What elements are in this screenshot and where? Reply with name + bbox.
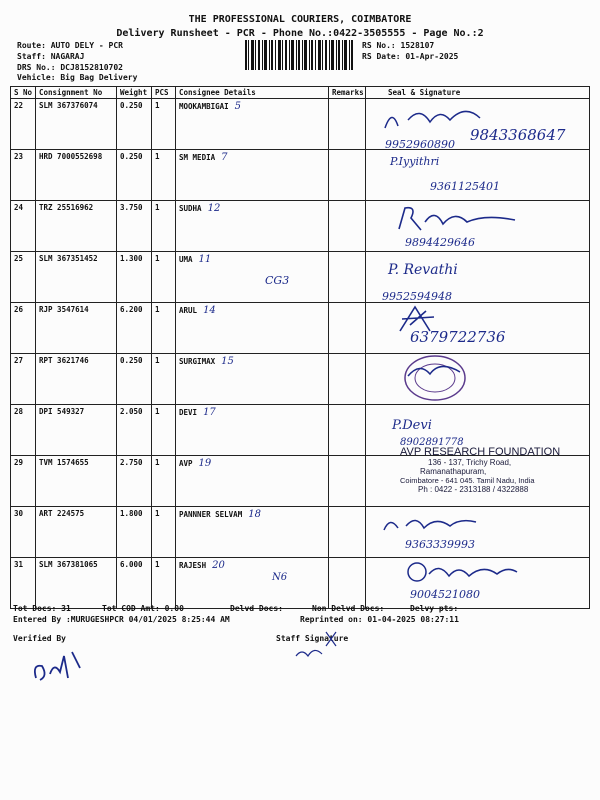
- consignee-cell: [176, 150, 329, 201]
- consignment-cell: TVM 1574655: [36, 456, 117, 507]
- handwritten-note: 15: [221, 356, 234, 367]
- pcs-cell: 1: [152, 150, 176, 201]
- stamp-phone: Ph : 0422 - 2313188 / 4322888: [418, 485, 529, 494]
- weight-cell: 1.300: [117, 252, 152, 303]
- table-header-row: [11, 87, 590, 99]
- consignment-cell: SLM 367351452: [36, 252, 117, 303]
- handwritten-note: 12: [207, 203, 221, 214]
- delivery-points: Delvy pts:: [410, 604, 459, 613]
- delivered-docs: Delvd Docs:: [230, 604, 283, 613]
- signature-scribble: [395, 204, 535, 234]
- consignment-cell: RJP 3547614: [36, 303, 117, 354]
- col-signature: Seal & Signature: [366, 87, 590, 99]
- handwritten-note: 18: [248, 509, 261, 520]
- handwritten-note: CG3: [265, 274, 290, 287]
- handwritten-name: P.Devi: [392, 418, 432, 433]
- pcs-cell: 1: [152, 303, 176, 354]
- reprinted-on: Reprinted on: 01-04-2025 08:27:11: [300, 615, 459, 624]
- consignment-cell: ART 224575: [36, 507, 117, 558]
- remarks-cell: [329, 99, 366, 150]
- pcs-cell: 1: [152, 99, 176, 150]
- weight-cell: 1.800: [117, 507, 152, 558]
- pcs-cell: 1: [152, 252, 176, 303]
- drs-number: DRS No.: DCJ8152810702: [17, 63, 123, 72]
- sno-cell: 26: [11, 303, 36, 354]
- rs-date: RS Date: 01-Apr-2025: [362, 52, 459, 61]
- consignee-cell: [176, 558, 329, 609]
- remarks-cell: [329, 252, 366, 303]
- sno-cell: 30: [11, 507, 36, 558]
- total-cod: Tot COD Amt: 0.00: [102, 604, 184, 613]
- consignee-cell: [176, 405, 329, 456]
- handwritten-note: 11: [198, 254, 212, 265]
- remarks-cell: [329, 201, 366, 252]
- consignee-name: MOOKAMBIGAI: [179, 102, 229, 111]
- sno-cell: 28: [11, 405, 36, 456]
- table-row: [11, 507, 590, 558]
- sno-cell: 24: [11, 201, 36, 252]
- runsheet-table: [10, 86, 590, 609]
- handwritten-phone: 9363339993: [405, 538, 475, 551]
- consignee-cell: [176, 252, 329, 303]
- sno-cell: 22: [11, 99, 36, 150]
- barcode-icon: [245, 40, 353, 70]
- col-sno: S No: [11, 87, 36, 99]
- consignee-name: PANNNER SELVAM: [179, 510, 243, 519]
- remarks-cell: [329, 558, 366, 609]
- total-docs: Tot Docs: 31: [13, 604, 71, 613]
- consignee-cell: [176, 354, 329, 405]
- staff-signature: [292, 622, 352, 662]
- consignment-cell: SLM 367381065: [36, 558, 117, 609]
- staff-signature-label: Staff Signature: [276, 634, 349, 643]
- table-row: [11, 150, 590, 201]
- sno-cell: 29: [11, 456, 36, 507]
- handwritten-phone: 9952960890: [385, 138, 455, 151]
- handwritten-phone: 8902891778: [400, 437, 464, 448]
- handwritten-note: 14: [203, 305, 216, 316]
- col-weight: Weight: [117, 87, 152, 99]
- consignment-cell: SLM 367376074: [36, 99, 117, 150]
- company-title: THE PROFESSIONAL COURIERS, COIMBATORE: [188, 14, 412, 25]
- staff-label: Staff: NAGARAJ: [17, 52, 85, 61]
- remarks-cell: [329, 456, 366, 507]
- non-delivered-docs: Non Delvd Docs:: [312, 604, 385, 613]
- consignee-name: ARUL: [179, 306, 198, 315]
- round-seal-icon: [400, 352, 470, 404]
- consignee-cell: [176, 303, 329, 354]
- sno-cell: 31: [11, 558, 36, 609]
- consignee-name: AVP: [179, 459, 193, 468]
- consignment-cell: RPT 3621746: [36, 354, 117, 405]
- weight-cell: 0.250: [117, 99, 152, 150]
- remarks-cell: [329, 150, 366, 201]
- entered-by: Entered By :MURUGESHPCR 04/01/2025 8:25:44 AM: [13, 615, 230, 624]
- pcs-cell: 1: [152, 558, 176, 609]
- route-label: Route: AUTO DELY - PCR: [17, 41, 123, 50]
- weight-cell: 3.750: [117, 201, 152, 252]
- handwritten-note: 19: [198, 458, 212, 469]
- runsheet-title: Delivery Runsheet - PCR - Phone No.:0422-3505555 - Page No.:2: [116, 28, 484, 39]
- table-row: [11, 252, 590, 303]
- stamp-address-line: Coimbatore - 641 045. Tamil Nadu, India: [400, 476, 535, 485]
- weight-cell: 6.000: [117, 558, 152, 609]
- pcs-cell: 1: [152, 507, 176, 558]
- signature-scribble: [405, 558, 525, 586]
- handwritten-name: P. Revathi: [388, 262, 458, 278]
- handwritten-note: 5: [234, 101, 242, 112]
- handwritten-phone: 9952594948: [382, 290, 452, 303]
- remarks-cell: [329, 405, 366, 456]
- weight-cell: 2.750: [117, 456, 152, 507]
- pcs-cell: 1: [152, 354, 176, 405]
- handwritten-name: P.Iyyithri: [390, 155, 440, 168]
- rs-number: RS No.: 1528107: [362, 41, 435, 50]
- handwritten-note: N6: [272, 572, 288, 583]
- col-remarks: Remarks: [329, 87, 366, 99]
- verified-by-label: Verified By: [13, 634, 66, 643]
- pcs-cell: 1: [152, 405, 176, 456]
- handwritten-note: 7: [221, 152, 228, 163]
- vehicle-label: Vehicle: Big Bag Delivery: [17, 73, 138, 82]
- handwritten-phone: 6379722736: [410, 328, 506, 346]
- handwritten-phone: 9361125401: [430, 180, 500, 193]
- col-consignee: Consignee Details: [176, 87, 329, 99]
- handwritten-phone: 9004521080: [410, 588, 480, 601]
- sno-cell: 27: [11, 354, 36, 405]
- consignee-name: RAJESH: [179, 561, 207, 570]
- organization-stamp: [400, 446, 590, 494]
- consignee-name: SUDHA: [179, 204, 202, 213]
- remarks-cell: [329, 354, 366, 405]
- handwritten-note: 20: [212, 560, 225, 571]
- consignment-cell: TRZ 25516962: [36, 201, 117, 252]
- sno-cell: 23: [11, 150, 36, 201]
- table-row: [11, 354, 590, 405]
- col-pcs: PCS: [152, 87, 176, 99]
- weight-cell: 0.250: [117, 150, 152, 201]
- consignee-name: SM MEDIA: [179, 153, 216, 162]
- consignee-name: SURGIMAX: [179, 357, 216, 366]
- verifier-signature: [30, 648, 90, 688]
- consignee-cell: [176, 456, 329, 507]
- stamp-address-line: 136 - 137, Trichy Road,: [428, 458, 512, 467]
- handwritten-note: 17: [203, 407, 216, 418]
- consignment-cell: HRD 7000552698: [36, 150, 117, 201]
- consignee-cell: [176, 507, 329, 558]
- pcs-cell: 1: [152, 456, 176, 507]
- signature-scribble: [380, 508, 500, 538]
- stamp-name: AVP RESEARCH FOUNDATION: [400, 446, 561, 458]
- col-consignment: Consignment No: [36, 87, 117, 99]
- sno-cell: 25: [11, 252, 36, 303]
- handwritten-phone: 9894429646: [405, 236, 475, 249]
- remarks-cell: [329, 507, 366, 558]
- stamp-address-line: Ramanathapuram,: [420, 467, 487, 476]
- consignee-cell: [176, 201, 329, 252]
- pcs-cell: 1: [152, 201, 176, 252]
- weight-cell: 2.050: [117, 405, 152, 456]
- handwritten-phone: 9843368647: [470, 126, 566, 144]
- consignee-name: DEVI: [179, 408, 198, 417]
- consignment-cell: DPI 549327: [36, 405, 117, 456]
- remarks-cell: [329, 303, 366, 354]
- consignee-name: UMA: [179, 255, 193, 264]
- weight-cell: 6.200: [117, 303, 152, 354]
- consignee-cell: [176, 99, 329, 150]
- weight-cell: 0.250: [117, 354, 152, 405]
